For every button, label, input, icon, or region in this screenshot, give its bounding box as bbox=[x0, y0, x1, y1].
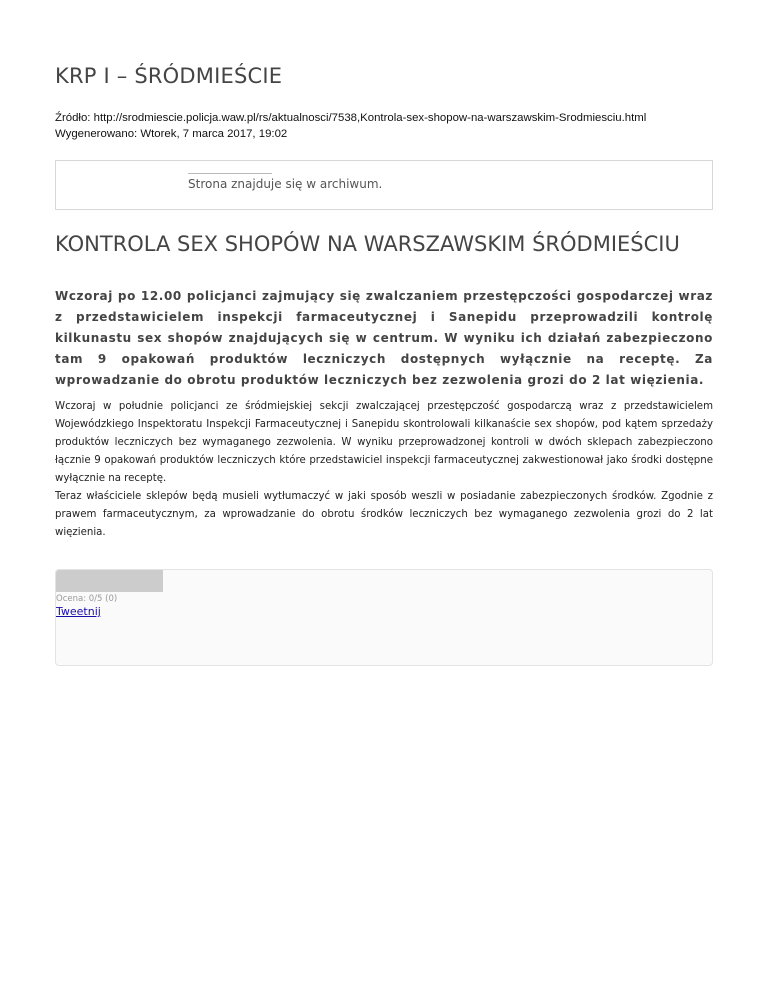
archive-divider bbox=[188, 173, 272, 174]
archive-notice: Strona znajduje się w archiwum. bbox=[188, 177, 383, 191]
site-title: KRP I – ŚRÓDMIEŚCIE bbox=[55, 64, 283, 88]
rating-text: Ocena: 0/5 (0) bbox=[56, 594, 118, 604]
article-title: KONTROLA SEX SHOPÓW NA WARSZAWSKIM ŚRÓDMIEŚCIU bbox=[55, 232, 680, 256]
source-line: Źródło: http://srodmiescie.policja.waw.pl/rs/aktualnosci/7538,Kontrola-sex-shopow-na-warszawskim-Srodmiesciu.html bbox=[55, 112, 647, 124]
source-meta bbox=[55, 110, 646, 142]
generated-line: Wygenerowano: Wtorek, 7 marca 2017, 19:02 bbox=[55, 128, 288, 140]
tweet-link[interactable]: Tweetnij bbox=[56, 605, 101, 618]
article-paragraph: Wczoraj w południe policjanci ze śródmiejskiej sekcji zwalczającej przestępczość gospodarczą wraz z przedstawicielem Wojewódzkiego Inspektoratu Inspekcji Farmaceutycznej i Sanepidu skontrolowali kilkanaście sex shopów, pod kątem sprzedaży produktów leczniczych bez wymaganego zezwolenia. W wyniku przeprowadzonej kontroli w dwóch sklepach zabezpieczono łącznie 9 opakowań produktów leczniczych które przedstawiciel inspekcji farmaceutycznej zakwestionował jako środki dostępne wyłącznie na receptę. bbox=[55, 401, 713, 484]
article-paragraph: Teraz właściciele sklepów będą musieli wytłumaczyć w jaki sposób weszli w posiadanie zabezpieczonych środków. Zgodnie z prawem farmaceutycznym, za wprowadzanie do obrotu środków leczniczych bez wymaganego zezwolenia grozi do 2 lat więzienia. bbox=[55, 491, 713, 538]
article-lead: Wczoraj po 12.00 policjanci zajmujący się zwalczaniem przestępczości gospodarczej wraz z przedstawicielem inspekcji farmaceutycznej i Sanepidu przeprowadzili kontrolę kilkunastu sex shopów znajdujących się w centrum. W wyniku ich działań zabezpieczono tam 9 opakowań produktów leczniczych dostępnych wyłącznie na receptę. Za wprowadzanie do obrotu produktów leczniczych bez zezwolenia grozi do 2 lat więzienia. bbox=[55, 289, 713, 387]
rating-stars-bar[interactable] bbox=[56, 570, 163, 592]
archive-notice-box bbox=[55, 160, 713, 210]
rating-panel bbox=[55, 569, 713, 666]
article-body bbox=[55, 398, 713, 542]
